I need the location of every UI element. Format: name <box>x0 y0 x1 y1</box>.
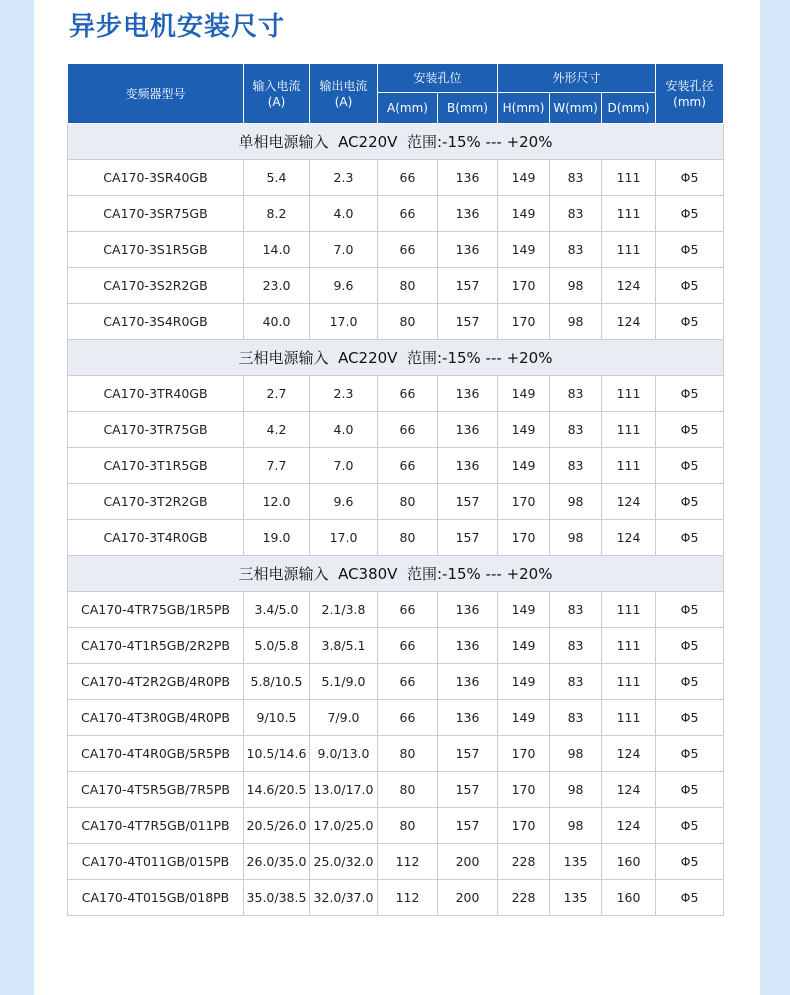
table-row <box>68 304 724 340</box>
table-cell: 200 <box>438 880 498 916</box>
table-cell: 157 <box>438 484 498 520</box>
table-row <box>68 592 724 628</box>
table-cell: 80 <box>378 736 438 772</box>
table-cell: 149 <box>498 448 550 484</box>
table-cell: 83 <box>550 412 602 448</box>
table-cell: CA170-3T2R2GB <box>68 484 244 520</box>
table-cell: 170 <box>498 808 550 844</box>
table-cell: 66 <box>378 664 438 700</box>
table-cell: Φ5 <box>656 844 724 880</box>
table-cell: CA170-4T1R5GB/2R2PB <box>68 628 244 664</box>
table-cell: 8.2 <box>244 196 310 232</box>
header-d: D(mm) <box>602 93 656 124</box>
header-a: A(mm) <box>378 93 438 124</box>
table-cell: 149 <box>498 196 550 232</box>
table-cell: 157 <box>438 304 498 340</box>
table-cell: 66 <box>378 376 438 412</box>
table-cell: 157 <box>438 772 498 808</box>
table-cell: 66 <box>378 412 438 448</box>
table-cell: 149 <box>498 592 550 628</box>
table-cell: 25.0/32.0 <box>310 844 378 880</box>
table-cell: CA170-3T1R5GB <box>68 448 244 484</box>
table-cell: 111 <box>602 232 656 268</box>
table-cell: Φ5 <box>656 160 724 196</box>
table-cell: 7.0 <box>310 232 378 268</box>
table-cell: 149 <box>498 160 550 196</box>
table-cell: 98 <box>550 520 602 556</box>
table-row <box>68 448 724 484</box>
table-row <box>68 844 724 880</box>
table-cell: 7/9.0 <box>310 700 378 736</box>
table-cell: Φ5 <box>656 196 724 232</box>
page-title: 异步电机安装尺寸 <box>69 12 286 42</box>
table-cell: 17.0/25.0 <box>310 808 378 844</box>
table-cell: 136 <box>438 448 498 484</box>
table-cell: 111 <box>602 196 656 232</box>
table-cell: 98 <box>550 736 602 772</box>
table-cell: CA170-3S1R5GB <box>68 232 244 268</box>
table-cell: 149 <box>498 232 550 268</box>
table-cell: 98 <box>550 484 602 520</box>
group-row <box>68 124 724 160</box>
table-cell: Φ5 <box>656 664 724 700</box>
table-cell: CA170-4T2R2GB/4R0PB <box>68 664 244 700</box>
table-cell: 2.1/3.8 <box>310 592 378 628</box>
table-cell: 98 <box>550 808 602 844</box>
group-label: 三相电源输入 AC220V 范围:-15% --- +20% <box>68 340 724 376</box>
table-row <box>68 520 724 556</box>
table-cell: Φ5 <box>656 736 724 772</box>
table-cell: 83 <box>550 376 602 412</box>
table-cell: CA170-4T3R0GB/4R0PB <box>68 700 244 736</box>
table-cell: 111 <box>602 412 656 448</box>
table-cell: 228 <box>498 844 550 880</box>
table-cell: Φ5 <box>656 700 724 736</box>
table-cell: 26.0/35.0 <box>244 844 310 880</box>
group-label: 三相电源输入 AC380V 范围:-15% --- +20% <box>68 556 724 592</box>
table-cell: 160 <box>602 844 656 880</box>
header-w: W(mm) <box>550 93 602 124</box>
table-cell: 5.0/5.8 <box>244 628 310 664</box>
table-cell: 170 <box>498 772 550 808</box>
table-cell: 98 <box>550 772 602 808</box>
spec-table <box>67 63 724 916</box>
table-row <box>68 628 724 664</box>
group-row <box>68 556 724 592</box>
table-cell: CA170-4TR75GB/1R5PB <box>68 592 244 628</box>
table-cell: 149 <box>498 376 550 412</box>
table-cell: 124 <box>602 772 656 808</box>
table-cell: 20.5/26.0 <box>244 808 310 844</box>
table-cell: 4.0 <box>310 412 378 448</box>
table-cell: 9.6 <box>310 484 378 520</box>
table-cell: 111 <box>602 160 656 196</box>
table-cell: 7.0 <box>310 448 378 484</box>
table-cell: 66 <box>378 160 438 196</box>
table-cell: 83 <box>550 232 602 268</box>
header-output-current-label: 输出电流 <box>319 78 368 93</box>
table-cell: CA170-3TR75GB <box>68 412 244 448</box>
table-cell: 83 <box>550 700 602 736</box>
table-row <box>68 664 724 700</box>
table-cell: 83 <box>550 592 602 628</box>
table-row <box>68 232 724 268</box>
table-cell: 149 <box>498 700 550 736</box>
table-cell: 83 <box>550 196 602 232</box>
table-cell: 157 <box>438 520 498 556</box>
table-cell: 83 <box>550 160 602 196</box>
table-cell: 111 <box>602 376 656 412</box>
table-cell: 12.0 <box>244 484 310 520</box>
table-cell: Φ5 <box>656 412 724 448</box>
table-row <box>68 700 724 736</box>
table-cell: CA170-4T5R5GB/7R5PB <box>68 772 244 808</box>
table-cell: 149 <box>498 628 550 664</box>
table-cell: 170 <box>498 736 550 772</box>
table-cell: 98 <box>550 268 602 304</box>
table-cell: 228 <box>498 880 550 916</box>
table-cell: Φ5 <box>656 304 724 340</box>
table-row <box>68 808 724 844</box>
table-cell: 136 <box>438 160 498 196</box>
header-input-current <box>244 64 310 124</box>
table-cell: 3.4/5.0 <box>244 592 310 628</box>
table-cell: 136 <box>438 664 498 700</box>
table-cell: 136 <box>438 628 498 664</box>
table-cell: 80 <box>378 484 438 520</box>
table-cell: 17.0 <box>310 304 378 340</box>
table-cell: 136 <box>438 196 498 232</box>
header-model: 变频器型号 <box>68 64 244 124</box>
table-cell: 80 <box>378 808 438 844</box>
table-cell: 5.1/9.0 <box>310 664 378 700</box>
table-cell: 83 <box>550 628 602 664</box>
header-b: B(mm) <box>438 93 498 124</box>
table-cell: 23.0 <box>244 268 310 304</box>
table-cell: 136 <box>438 412 498 448</box>
table-cell: 157 <box>438 736 498 772</box>
table-cell: 149 <box>498 664 550 700</box>
table-cell: 80 <box>378 772 438 808</box>
table-cell: Φ5 <box>656 880 724 916</box>
table-row <box>68 484 724 520</box>
table-cell: 2.7 <box>244 376 310 412</box>
table-cell: 66 <box>378 448 438 484</box>
table-cell: 80 <box>378 520 438 556</box>
table-cell: 66 <box>378 196 438 232</box>
header-input-current-unit: (A) <box>267 94 286 109</box>
table-cell: 19.0 <box>244 520 310 556</box>
table-cell: 3.8/5.1 <box>310 628 378 664</box>
table-cell: 111 <box>602 592 656 628</box>
table-cell: 32.0/37.0 <box>310 880 378 916</box>
table-cell: 4.0 <box>310 196 378 232</box>
table-cell: 80 <box>378 268 438 304</box>
table-cell: 9.6 <box>310 268 378 304</box>
table-cell: 2.3 <box>310 160 378 196</box>
table-cell: 17.0 <box>310 520 378 556</box>
header-hole-diameter-label: 安装孔径 <box>665 78 714 93</box>
table-cell: Φ5 <box>656 592 724 628</box>
header-hole-diameter-unit: (mm) <box>673 94 706 109</box>
table-cell: Φ5 <box>656 268 724 304</box>
table-cell: 124 <box>602 520 656 556</box>
table-cell: 170 <box>498 268 550 304</box>
table-cell: 135 <box>550 880 602 916</box>
table-cell: 124 <box>602 484 656 520</box>
table-cell: 83 <box>550 448 602 484</box>
table-cell: 83 <box>550 664 602 700</box>
table-cell: 136 <box>438 232 498 268</box>
table-cell: CA170-3SR40GB <box>68 160 244 196</box>
table-cell: 124 <box>602 268 656 304</box>
table-cell: CA170-4T015GB/018PB <box>68 880 244 916</box>
table-cell: 66 <box>378 628 438 664</box>
table-cell: CA170-3SR75GB <box>68 196 244 232</box>
table-cell: 2.3 <box>310 376 378 412</box>
header-hole-diameter <box>656 64 724 124</box>
table-cell: 136 <box>438 376 498 412</box>
table-cell: 4.2 <box>244 412 310 448</box>
table-row <box>68 268 724 304</box>
table-cell: 111 <box>602 628 656 664</box>
table-cell: 157 <box>438 808 498 844</box>
header-mount-holes: 安装孔位 <box>378 64 498 93</box>
table-cell: CA170-3S4R0GB <box>68 304 244 340</box>
table-cell: 5.4 <box>244 160 310 196</box>
table-cell: 10.5/14.6 <box>244 736 310 772</box>
header-outline: 外形尺寸 <box>498 64 656 93</box>
table-cell: 66 <box>378 592 438 628</box>
table-cell: CA170-4T011GB/015PB <box>68 844 244 880</box>
table-cell: 9/10.5 <box>244 700 310 736</box>
table-cell: 124 <box>602 808 656 844</box>
group-label: 单相电源输入 AC220V 范围:-15% --- +20% <box>68 124 724 160</box>
table-cell: Φ5 <box>656 376 724 412</box>
table-cell: Φ5 <box>656 808 724 844</box>
table-cell: 9.0/13.0 <box>310 736 378 772</box>
table-row <box>68 412 724 448</box>
table-cell: 14.0 <box>244 232 310 268</box>
table-cell: 112 <box>378 880 438 916</box>
table-cell: 111 <box>602 700 656 736</box>
table-row <box>68 772 724 808</box>
header-h: H(mm) <box>498 93 550 124</box>
table-cell: 98 <box>550 304 602 340</box>
table-cell: Φ5 <box>656 448 724 484</box>
table-cell: 7.7 <box>244 448 310 484</box>
table-cell: CA170-4T7R5GB/011PB <box>68 808 244 844</box>
table-cell: 136 <box>438 592 498 628</box>
table-cell: CA170-3S2R2GB <box>68 268 244 304</box>
table-cell: 13.0/17.0 <box>310 772 378 808</box>
header-output-current <box>310 64 378 124</box>
header-input-current-label: 输入电流 <box>252 78 301 93</box>
table-cell: 170 <box>498 304 550 340</box>
table-cell: Φ5 <box>656 628 724 664</box>
table-cell: 14.6/20.5 <box>244 772 310 808</box>
table-cell: 124 <box>602 304 656 340</box>
table-cell: Φ5 <box>656 484 724 520</box>
table-cell: 111 <box>602 664 656 700</box>
table-cell: 111 <box>602 448 656 484</box>
table-body <box>68 124 724 916</box>
table-cell: 160 <box>602 880 656 916</box>
table-header <box>68 64 724 124</box>
table-cell: CA170-4T4R0GB/5R5PB <box>68 736 244 772</box>
table-cell: 80 <box>378 304 438 340</box>
table-row <box>68 736 724 772</box>
table-cell: 124 <box>602 736 656 772</box>
table-cell: 135 <box>550 844 602 880</box>
table-cell: 112 <box>378 844 438 880</box>
page <box>34 0 760 995</box>
table-row <box>68 880 724 916</box>
table-row <box>68 160 724 196</box>
table-cell: Φ5 <box>656 772 724 808</box>
table-cell: 5.8/10.5 <box>244 664 310 700</box>
table-cell: 66 <box>378 700 438 736</box>
table-cell: CA170-3T4R0GB <box>68 520 244 556</box>
table-cell: 136 <box>438 700 498 736</box>
table-cell: Φ5 <box>656 520 724 556</box>
group-row <box>68 340 724 376</box>
table-cell: 35.0/38.5 <box>244 880 310 916</box>
table-cell: Φ5 <box>656 232 724 268</box>
header-output-current-unit: (A) <box>334 94 353 109</box>
table-cell: CA170-3TR40GB <box>68 376 244 412</box>
table-row <box>68 196 724 232</box>
table-cell: 149 <box>498 412 550 448</box>
table-cell: 40.0 <box>244 304 310 340</box>
table-cell: 66 <box>378 232 438 268</box>
table-cell: 170 <box>498 484 550 520</box>
table-row <box>68 376 724 412</box>
table-cell: 157 <box>438 268 498 304</box>
table-cell: 200 <box>438 844 498 880</box>
table-cell: 170 <box>498 520 550 556</box>
